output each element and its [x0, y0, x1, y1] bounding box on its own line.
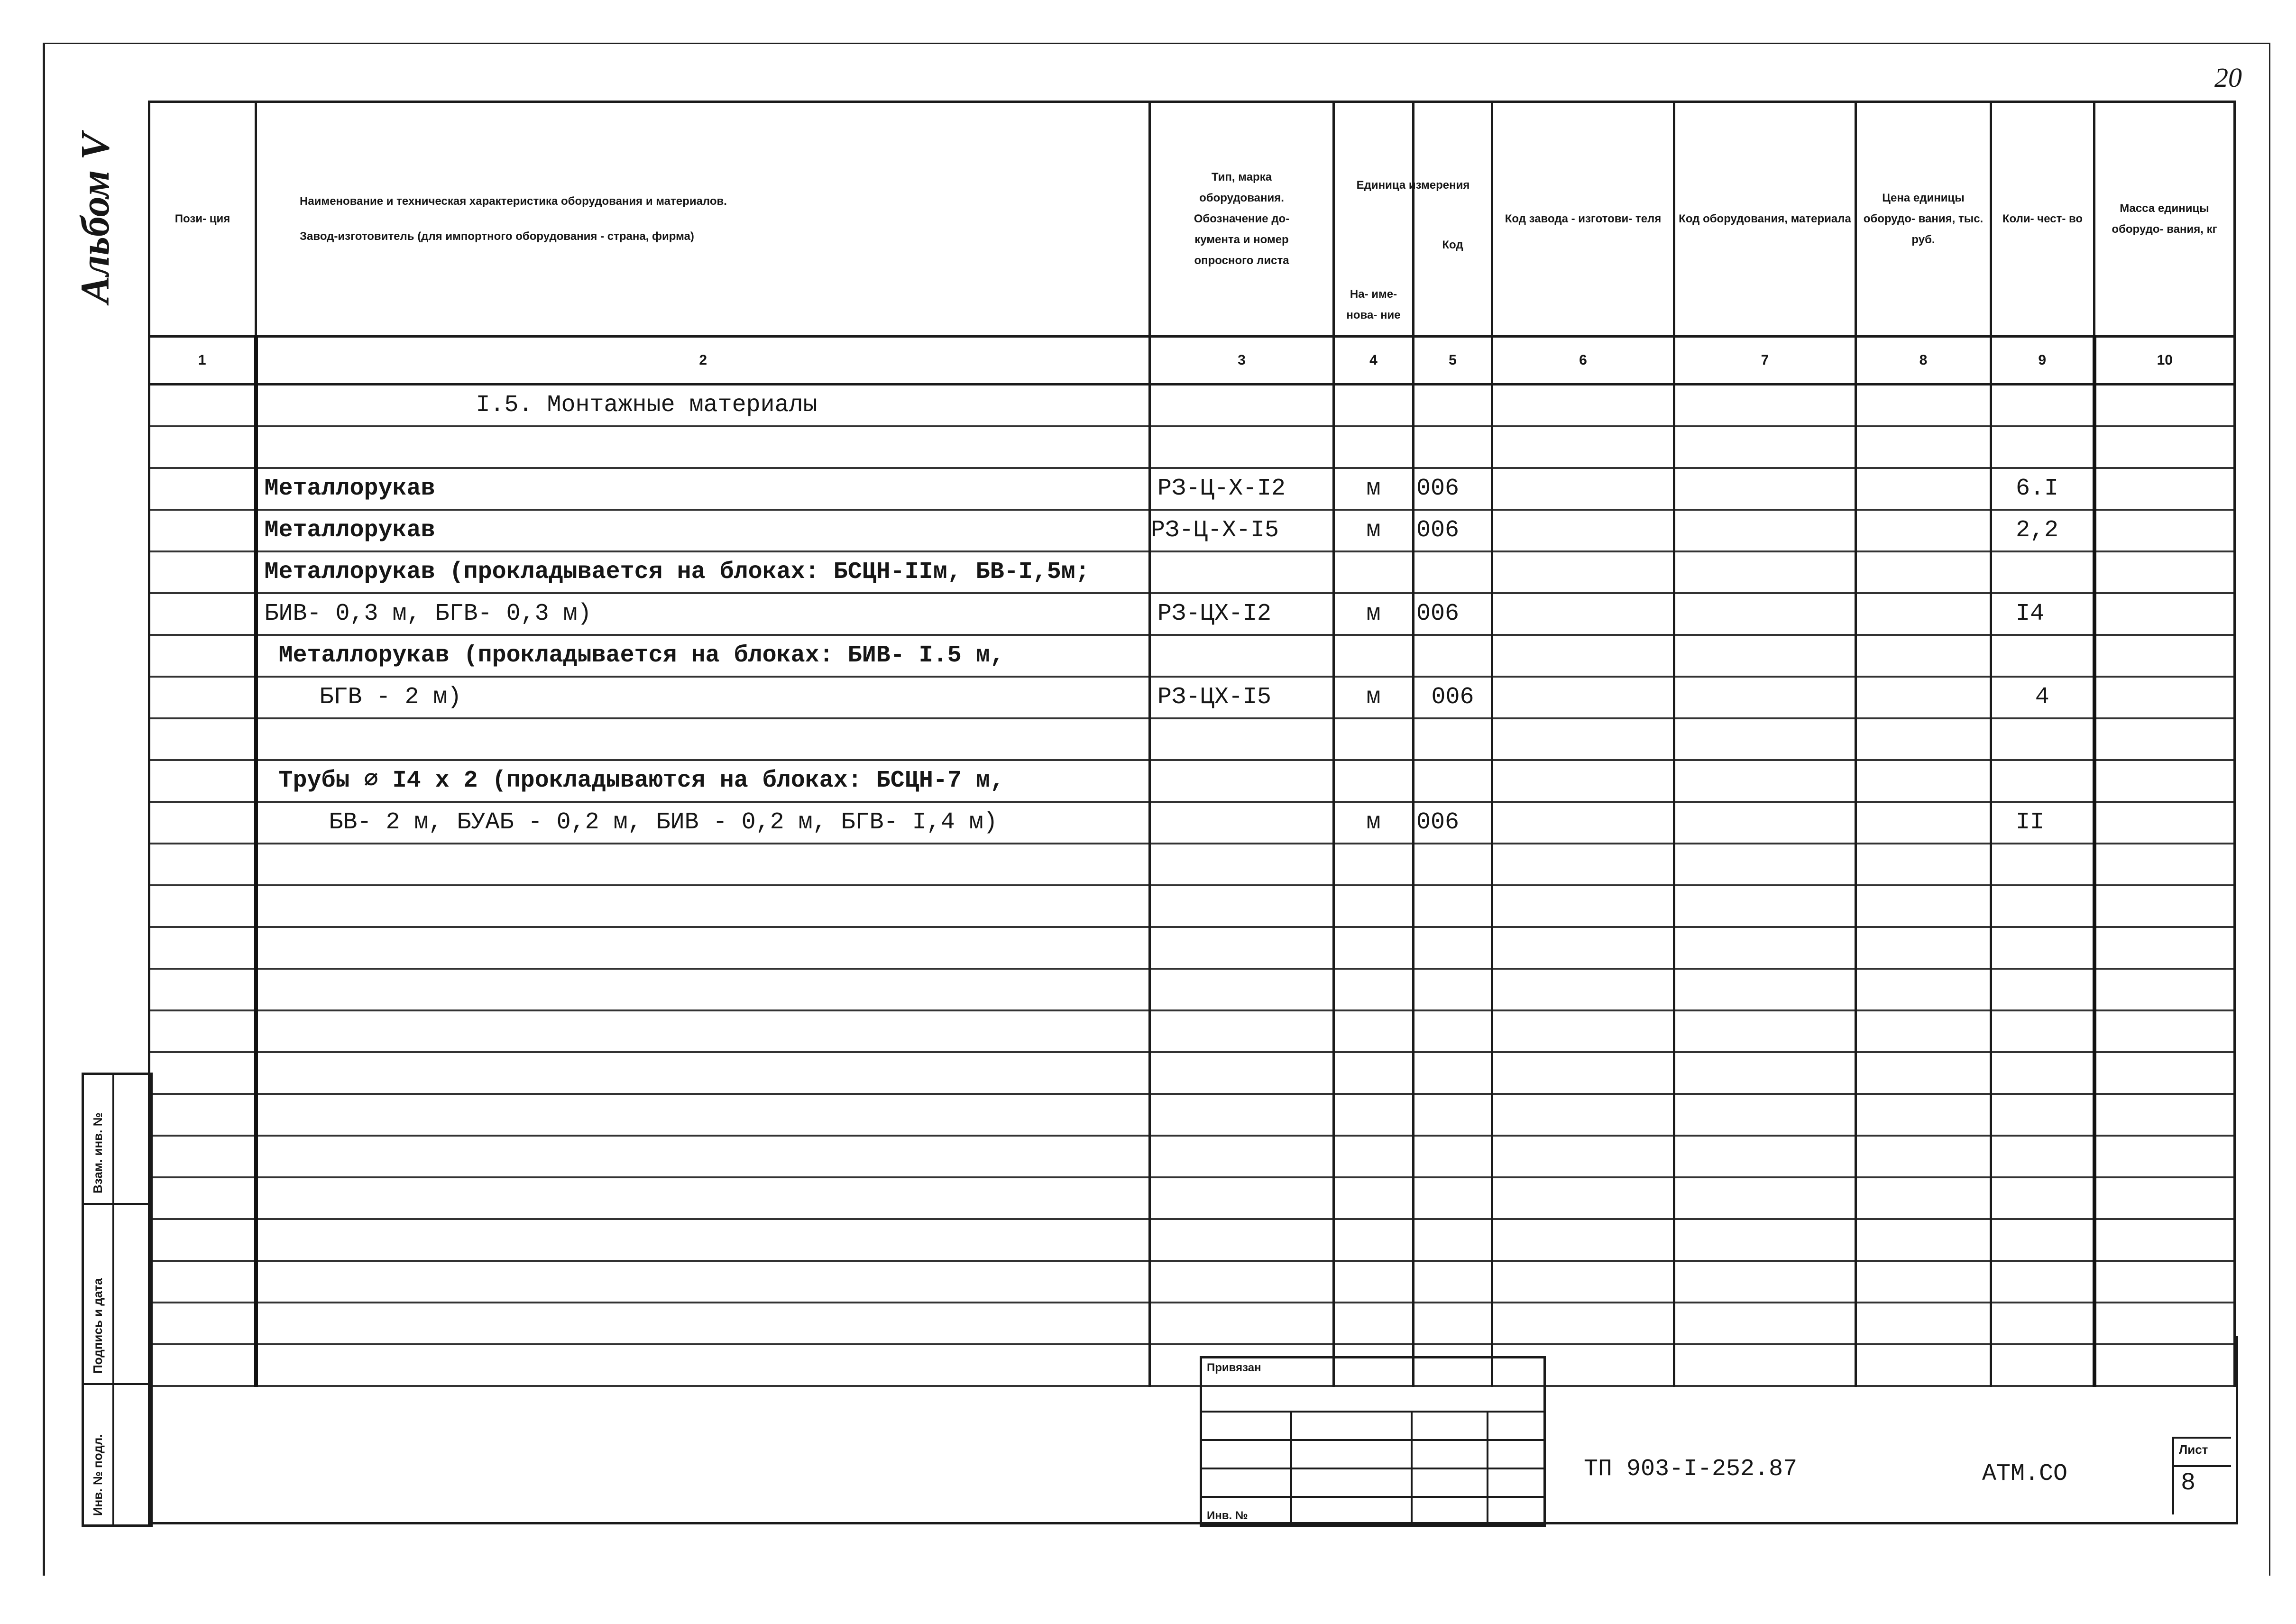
- item-name: БИВ- 0,3 м, БГВ- 0,3 м): [264, 600, 592, 627]
- empty-row: [149, 927, 2235, 969]
- sheet-number: 8: [2181, 1469, 2196, 1497]
- attachment-row-divider: [1202, 1411, 1543, 1413]
- empty-row: [149, 426, 2235, 468]
- item-unit-code: 006: [1416, 517, 1460, 544]
- empty-row: [149, 969, 2235, 1010]
- table-row: [149, 593, 2235, 635]
- header-unit-name-text: На- име- нова- ние: [1346, 288, 1401, 321]
- margin-stamp: [82, 1073, 153, 1527]
- item-quantity: 2,2: [2016, 517, 2059, 544]
- item-unit: м: [1366, 600, 1381, 627]
- page-number: 20: [2214, 62, 2242, 93]
- album-label: Альбом V: [72, 132, 118, 303]
- section-title-row: [149, 385, 2235, 427]
- item-type: РЗ-Ц-Х-I2: [1157, 475, 1286, 502]
- header-row: [149, 102, 2235, 337]
- item-name: Металлорукав (прокладывается на блоках: БИВ- I.5 м,: [278, 642, 1004, 669]
- item-type: РЗ-ЦХ-I5: [1157, 684, 1272, 711]
- margin-stamp-divider: [112, 1075, 114, 1524]
- table-row: [149, 677, 2235, 718]
- empty-row: [149, 1136, 2235, 1177]
- item-quantity: 4: [2035, 684, 2049, 711]
- empty-row: [149, 1010, 2235, 1052]
- header-type: [1150, 102, 1334, 337]
- item-unit-code: 006: [1416, 600, 1460, 627]
- empty-row: [149, 1094, 2235, 1136]
- empty-row: [149, 1052, 2235, 1094]
- margin-stamp-row-divider: [84, 1383, 150, 1385]
- item-name: Металлорукав: [264, 475, 435, 502]
- item-quantity: I4: [2016, 600, 2045, 627]
- item-name: БГВ - 2 м): [319, 684, 462, 711]
- table-row: [149, 510, 2235, 551]
- header-unit-name: Единица измерения На- име- нова- ние: [1334, 102, 1414, 337]
- table-row: [149, 802, 2235, 844]
- attachment-col-divider: [1487, 1411, 1488, 1524]
- sheet-divider: [2174, 1465, 2231, 1467]
- table-row: [149, 468, 2235, 510]
- table-row: [149, 551, 2235, 593]
- attachment-row-divider: [1202, 1439, 1543, 1441]
- header-equipment-code: Код оборудования, материала: [1674, 102, 1856, 337]
- empty-row: [149, 1219, 2235, 1261]
- header-type-line4: кумента и номер: [1194, 233, 1289, 246]
- column-number-row: [149, 337, 2235, 385]
- empty-row: [149, 718, 2235, 760]
- header-name-line1: Наименование и техническая характеристика оборудования и материалов.: [300, 195, 727, 208]
- item-unit: м: [1366, 809, 1381, 836]
- section-title: I.5. Монтажные материалы: [476, 392, 817, 419]
- item-quantity: II: [2016, 809, 2045, 836]
- specification-table: [148, 101, 2236, 1387]
- item-unit: м: [1366, 684, 1381, 711]
- attachment-col-divider: [1411, 1411, 1413, 1524]
- attachment-row-divider: [1202, 1496, 1543, 1498]
- column-number: 10: [2094, 337, 2235, 385]
- column-number: 6: [1492, 337, 1674, 385]
- header-name-line2: Завод-изготовитель (для импортного оборудования - страна, фирма): [300, 230, 694, 243]
- item-name: Металлорукав: [264, 517, 435, 544]
- replace-inv-label: Взам. инв. №: [91, 1112, 105, 1193]
- header-unit-code: Код: [1414, 102, 1492, 337]
- item-name: Трубы ∅ I4 x 2 (прокладываются на блоках: БСЦН-7 м,: [278, 767, 1004, 794]
- empty-row: [149, 844, 2235, 885]
- item-unit-code: 006: [1416, 809, 1460, 836]
- margin-stamp-row-divider: [84, 1203, 150, 1205]
- column-number: 8: [1856, 337, 1991, 385]
- item-unit: м: [1366, 475, 1381, 502]
- column-number: 7: [1674, 337, 1856, 385]
- header-factory-code: Код завода - изготови- теля: [1492, 102, 1674, 337]
- item-unit-code: 006: [1431, 684, 1474, 711]
- column-number: 5: [1414, 337, 1492, 385]
- item-type: РЗ-ЦХ-I2: [1157, 600, 1272, 627]
- column-number: 3: [1150, 337, 1334, 385]
- column-number: 4: [1334, 337, 1414, 385]
- empty-row: [149, 1177, 2235, 1219]
- column-number: 1: [149, 337, 256, 385]
- attached-label: Привязан: [1207, 1361, 1261, 1374]
- empty-row: [149, 1261, 2235, 1303]
- item-name: Металлорукав (прокладывается на блоках: БСЦН-IIм, БВ-I,5м;: [264, 559, 1090, 586]
- table-row: [149, 635, 2235, 677]
- item-type: РЗ-Ц-Х-I5: [1151, 517, 1279, 544]
- item-unit: м: [1366, 517, 1381, 544]
- item-quantity: 6.I: [2016, 475, 2059, 502]
- header-type-line5: опросного листа: [1194, 254, 1289, 267]
- column-number: 2: [256, 337, 1150, 385]
- header-type-line2: оборудования.: [1199, 192, 1284, 204]
- signature-date-label: Подпись и дата: [91, 1278, 105, 1374]
- header-type-line3: Обозначение до-: [1194, 212, 1290, 225]
- inv-number-label: Инв. № подл.: [91, 1434, 105, 1516]
- document-code: ТП 903-I-252.87: [1584, 1456, 1798, 1483]
- document-mark: АТМ.СО: [1982, 1460, 2068, 1487]
- sheet-box: [2172, 1437, 2231, 1514]
- header-position: Пози- ция: [149, 102, 256, 337]
- sheet-label: Лист: [2179, 1442, 2208, 1457]
- empty-row: [149, 885, 2235, 927]
- item-name: БВ- 2 м, БУАБ - 0,2 м, БИВ - 0,2 м, БГВ- I,4 м): [329, 809, 998, 836]
- header-type-line1: Тип, марка: [1211, 171, 1272, 184]
- header-quantity: Коли- чест- во: [1991, 102, 2094, 337]
- header-mass: Масса единицы оборудо- вания, кг: [2094, 102, 2235, 337]
- attachment-block: [1200, 1356, 1546, 1527]
- attachment-col-divider: [1290, 1411, 1292, 1524]
- column-number: 9: [1991, 337, 2094, 385]
- attachment-inv-label: Инв. №: [1207, 1509, 1248, 1522]
- header-price: Цена единицы оборудо- вания, тыс. руб.: [1856, 102, 1991, 337]
- header-name: [256, 102, 1150, 337]
- attachment-row-divider: [1202, 1468, 1543, 1469]
- table-row: [149, 760, 2235, 802]
- item-unit-code: 006: [1416, 475, 1460, 502]
- title-block-frame: [148, 1336, 2238, 1524]
